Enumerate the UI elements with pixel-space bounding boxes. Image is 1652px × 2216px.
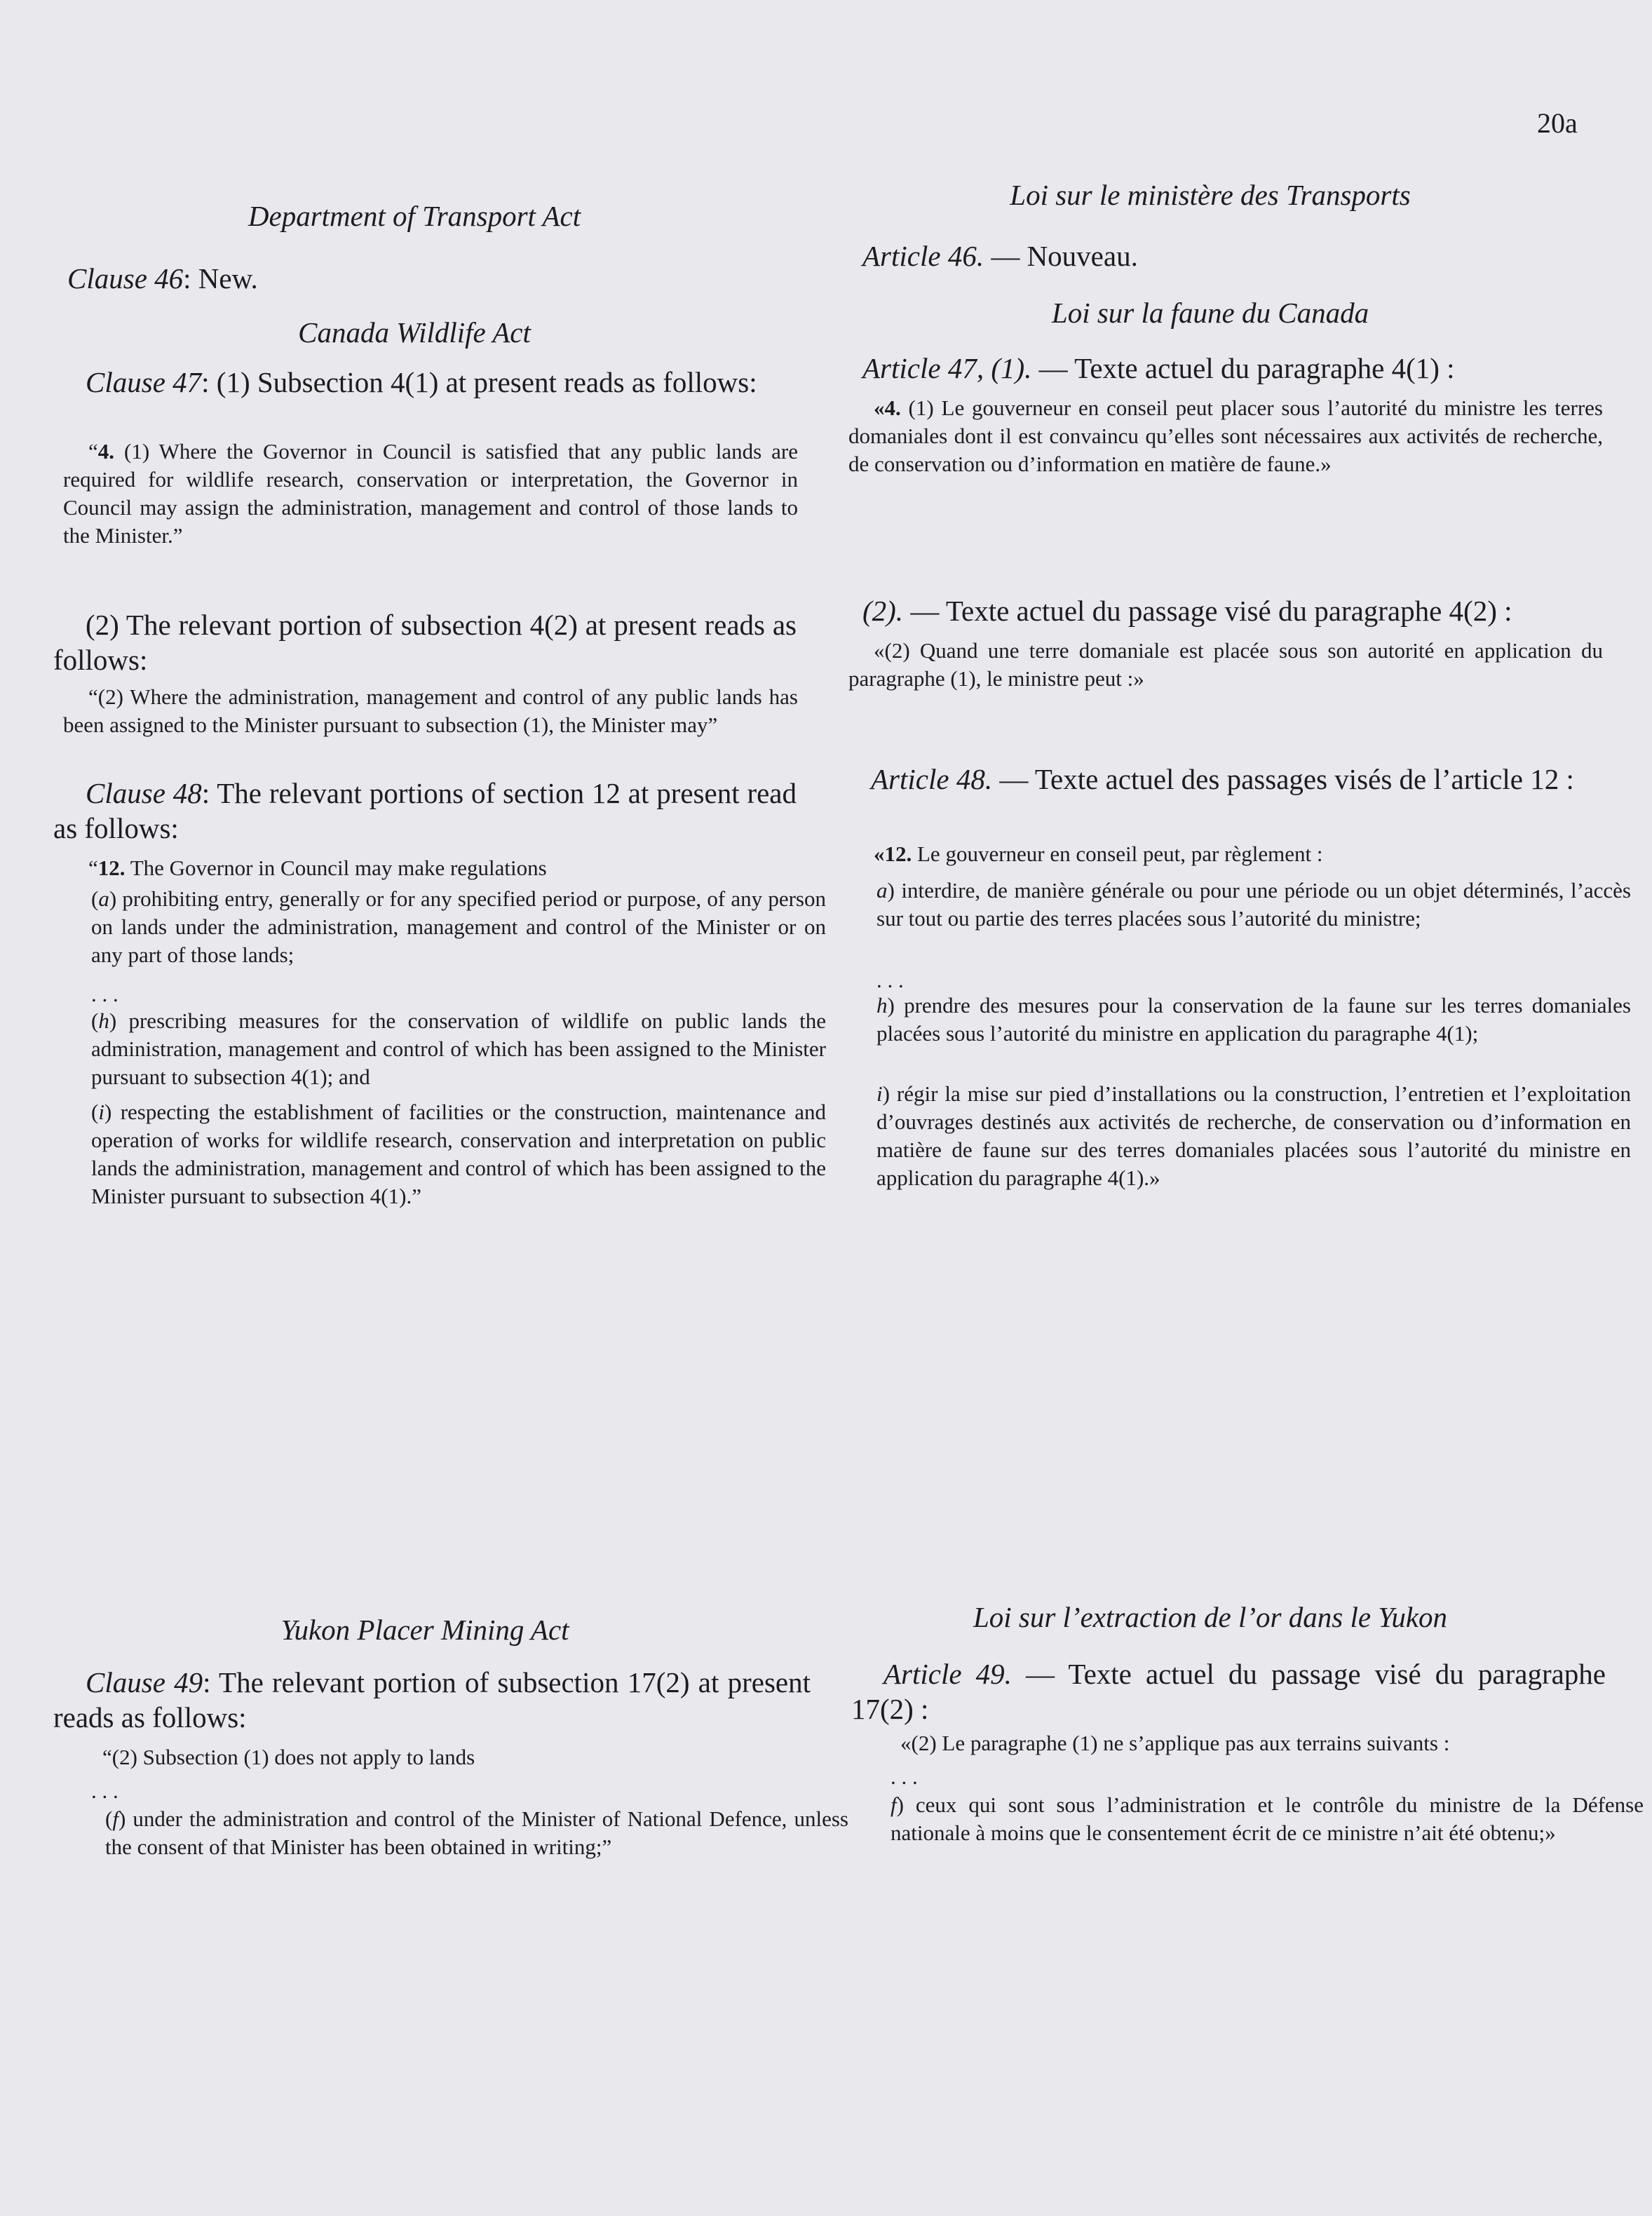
clause-48-quote-number: 12.	[97, 856, 126, 880]
transports-heading: Loi sur le ministère des Transports	[1010, 179, 1411, 211]
article-46-text: — Nouveau.	[984, 240, 1138, 272]
transport-act-heading: Department of Transport Act	[248, 200, 581, 232]
clause-48-item-i: (i) respecting the establishment of facilities or the construction, maintenance and operation of works for wildlife research, conservation and interpretation on public lands the administration, management and control of which has been assigned to the Minister pursuant to subsection 4(1).”	[91, 1100, 826, 1208]
clause-46	[67, 261, 797, 296]
article-47-2-text: — Texte actuel du passage visé du paragraphe 4(2) :	[903, 595, 1512, 627]
article-48-quote-text: Le gouverneur en conseil peut, par règlement :	[912, 842, 1323, 866]
article-49-quote: «(2) Le paragraphe (1) ne s’applique pas aux terrains suivants :	[900, 1731, 1450, 1755]
clause-47-quote: “4. (1) Where the Governor in Council is satisfied that any public lands are required for wildlife research, conservation or interpretation, the Governor in Council may assign the administration, management and control of those lands to the Minister.”	[63, 439, 798, 548]
clause-48-item-a: (a) prohibiting entry, generally or for any specified period or purpose, of any person on lands under the administration, management and control of the Minister or on any part of those lands;	[91, 886, 826, 967]
page-number: 20a	[1537, 107, 1578, 139]
clause-49-item-f: (f) under the administration and control of the Minister of National Defence, unless the consent of that Minister has been obtained in writing;”	[105, 1806, 848, 1859]
article-46	[862, 238, 1592, 273]
article-49-text: — Texte actuel du passage visé du paragraphe 17(2) :	[851, 1658, 1606, 1725]
article-47-2-label: (2).	[862, 595, 904, 627]
clause-47-quote-text: (1) Where the Governor in Council is satisfied that any public lands are required for wildlife research, conservation or interpretation, the Governor in Council may assign the administration, management and control of those lands to the Minister.”	[63, 439, 798, 548]
article-47-2-quote: «(2) Quand une terre domaniale est placée sous son autorité en application du paragraphe (1), le ministre peut :»	[848, 638, 1603, 691]
clause-49	[53, 1665, 811, 1735]
clause-48-quote-text: The Governor in Council may make regulations	[125, 856, 547, 880]
article-49-ellipsis: . . .	[891, 1764, 918, 1789]
article-48-ellipsis: . . .	[876, 968, 904, 992]
article-46-label: Article 46.	[862, 240, 984, 272]
article-49-item-f: f) ceux qui sont sous l’administration et le contrôle du ministre de la Défense nationale à moins que le consentement écrit de ce ministre n’ait été obtenu;»	[891, 1792, 1644, 1845]
article-47-quote	[839, 394, 1603, 478]
article-47-quote-number: «4.	[874, 396, 901, 420]
clause-49-text: : The relevant portion of subsection 17(2) at present reads as follows:	[53, 1666, 811, 1734]
article-48-item-a: a) interdire, de manière générale ou pour une période ou un objet déterminés, l’accès sur tout ou partie des terres placées sous l’autorité du ministre;	[876, 878, 1631, 931]
clause-47-2: (2) The relevant portion of subsection 4(2) at present reads as follows:	[53, 609, 797, 676]
article-48-text: — Texte actuel des passages visés de l’article 12 :	[992, 763, 1574, 795]
article-47-label: Article 47, (1).	[862, 352, 1032, 384]
article-47-2	[862, 593, 1606, 628]
clause-47-label: Clause 47	[86, 366, 202, 398]
clause-48-item-h: (h) prescribing measures for the conservation of wildlife on public lands the administration, management and control of which has been assigned to the Minister pursuant to subsection 4(1); and	[91, 1008, 826, 1089]
clause-47-quote-number: 4.	[97, 439, 115, 464]
clause-48-quote: “12. The Governor in Council may make regulations	[88, 856, 547, 880]
clause-48	[53, 776, 797, 846]
article-48-quote-number: «12.	[874, 842, 912, 866]
article-48-quote	[839, 840, 1603, 868]
article-48-label: Article 48.	[871, 763, 993, 795]
wildlife-act-heading: Canada Wildlife Act	[298, 316, 531, 349]
clause-49-ellipsis: . . .	[91, 1778, 119, 1803]
clause-48-label: Clause 48	[86, 777, 202, 809]
yukon-heading: Loi sur l’extraction de l’or dans le Yukon	[973, 1601, 1448, 1633]
clause-49-quote: “(2) Subsection (1) does not apply to lands	[102, 1745, 475, 1769]
article-47-quote-text: (1) Le gouverneur en conseil peut placer sous l’autorité du ministre les terres domaniales dont il est convaincu qu’elles sont nécessaires aux activités de recherche, de conservation ou d’information en matière de faune.»	[848, 396, 1603, 476]
article-49-label: Article 49.	[883, 1658, 1012, 1690]
article-47-text: — Texte actuel du paragraphe 4(1) :	[1031, 352, 1455, 384]
clause-49-label: Clause 49	[86, 1666, 203, 1698]
article-48-item-i: i) régir la mise sur pied d’installations ou la construction, l’entretien et l’exploitation d’ouvrages destinés aux activités de recherche, de conservation ou d’information en matière de faune sur des terres domaniales placées sous l’autorité du ministre en application du paragraphe 4(1).»	[876, 1081, 1631, 1190]
clause-48-ellipsis: . . .	[91, 982, 119, 1006]
article-49	[851, 1656, 1606, 1727]
article-47	[862, 351, 1606, 386]
clause-48-text: : The relevant portions of section 12 at present read as follows:	[53, 777, 797, 844]
yukon-act-heading: Yukon Placer Mining Act	[280, 1614, 569, 1646]
clause-47-2-quote: “(2) Where the administration, management and control of any public lands has been assigned to the Minister pursuant to subsection (1), the Minister may”	[63, 684, 798, 737]
clause-46-label: Clause 46	[67, 262, 184, 295]
clause-47-text: : (1) Subsection 4(1) at present reads as follows:	[201, 366, 757, 398]
clause-47	[53, 365, 797, 400]
clause-46-text: : New.	[183, 262, 258, 295]
article-48-item-h: h) prendre des mesures pour la conservation de la faune sur les terres domaniales placées sous l’autorité du ministre en application du paragraphe 4(1);	[876, 993, 1631, 1046]
article-48	[839, 762, 1604, 797]
faune-heading: Loi sur la faune du Canada	[1051, 297, 1369, 329]
